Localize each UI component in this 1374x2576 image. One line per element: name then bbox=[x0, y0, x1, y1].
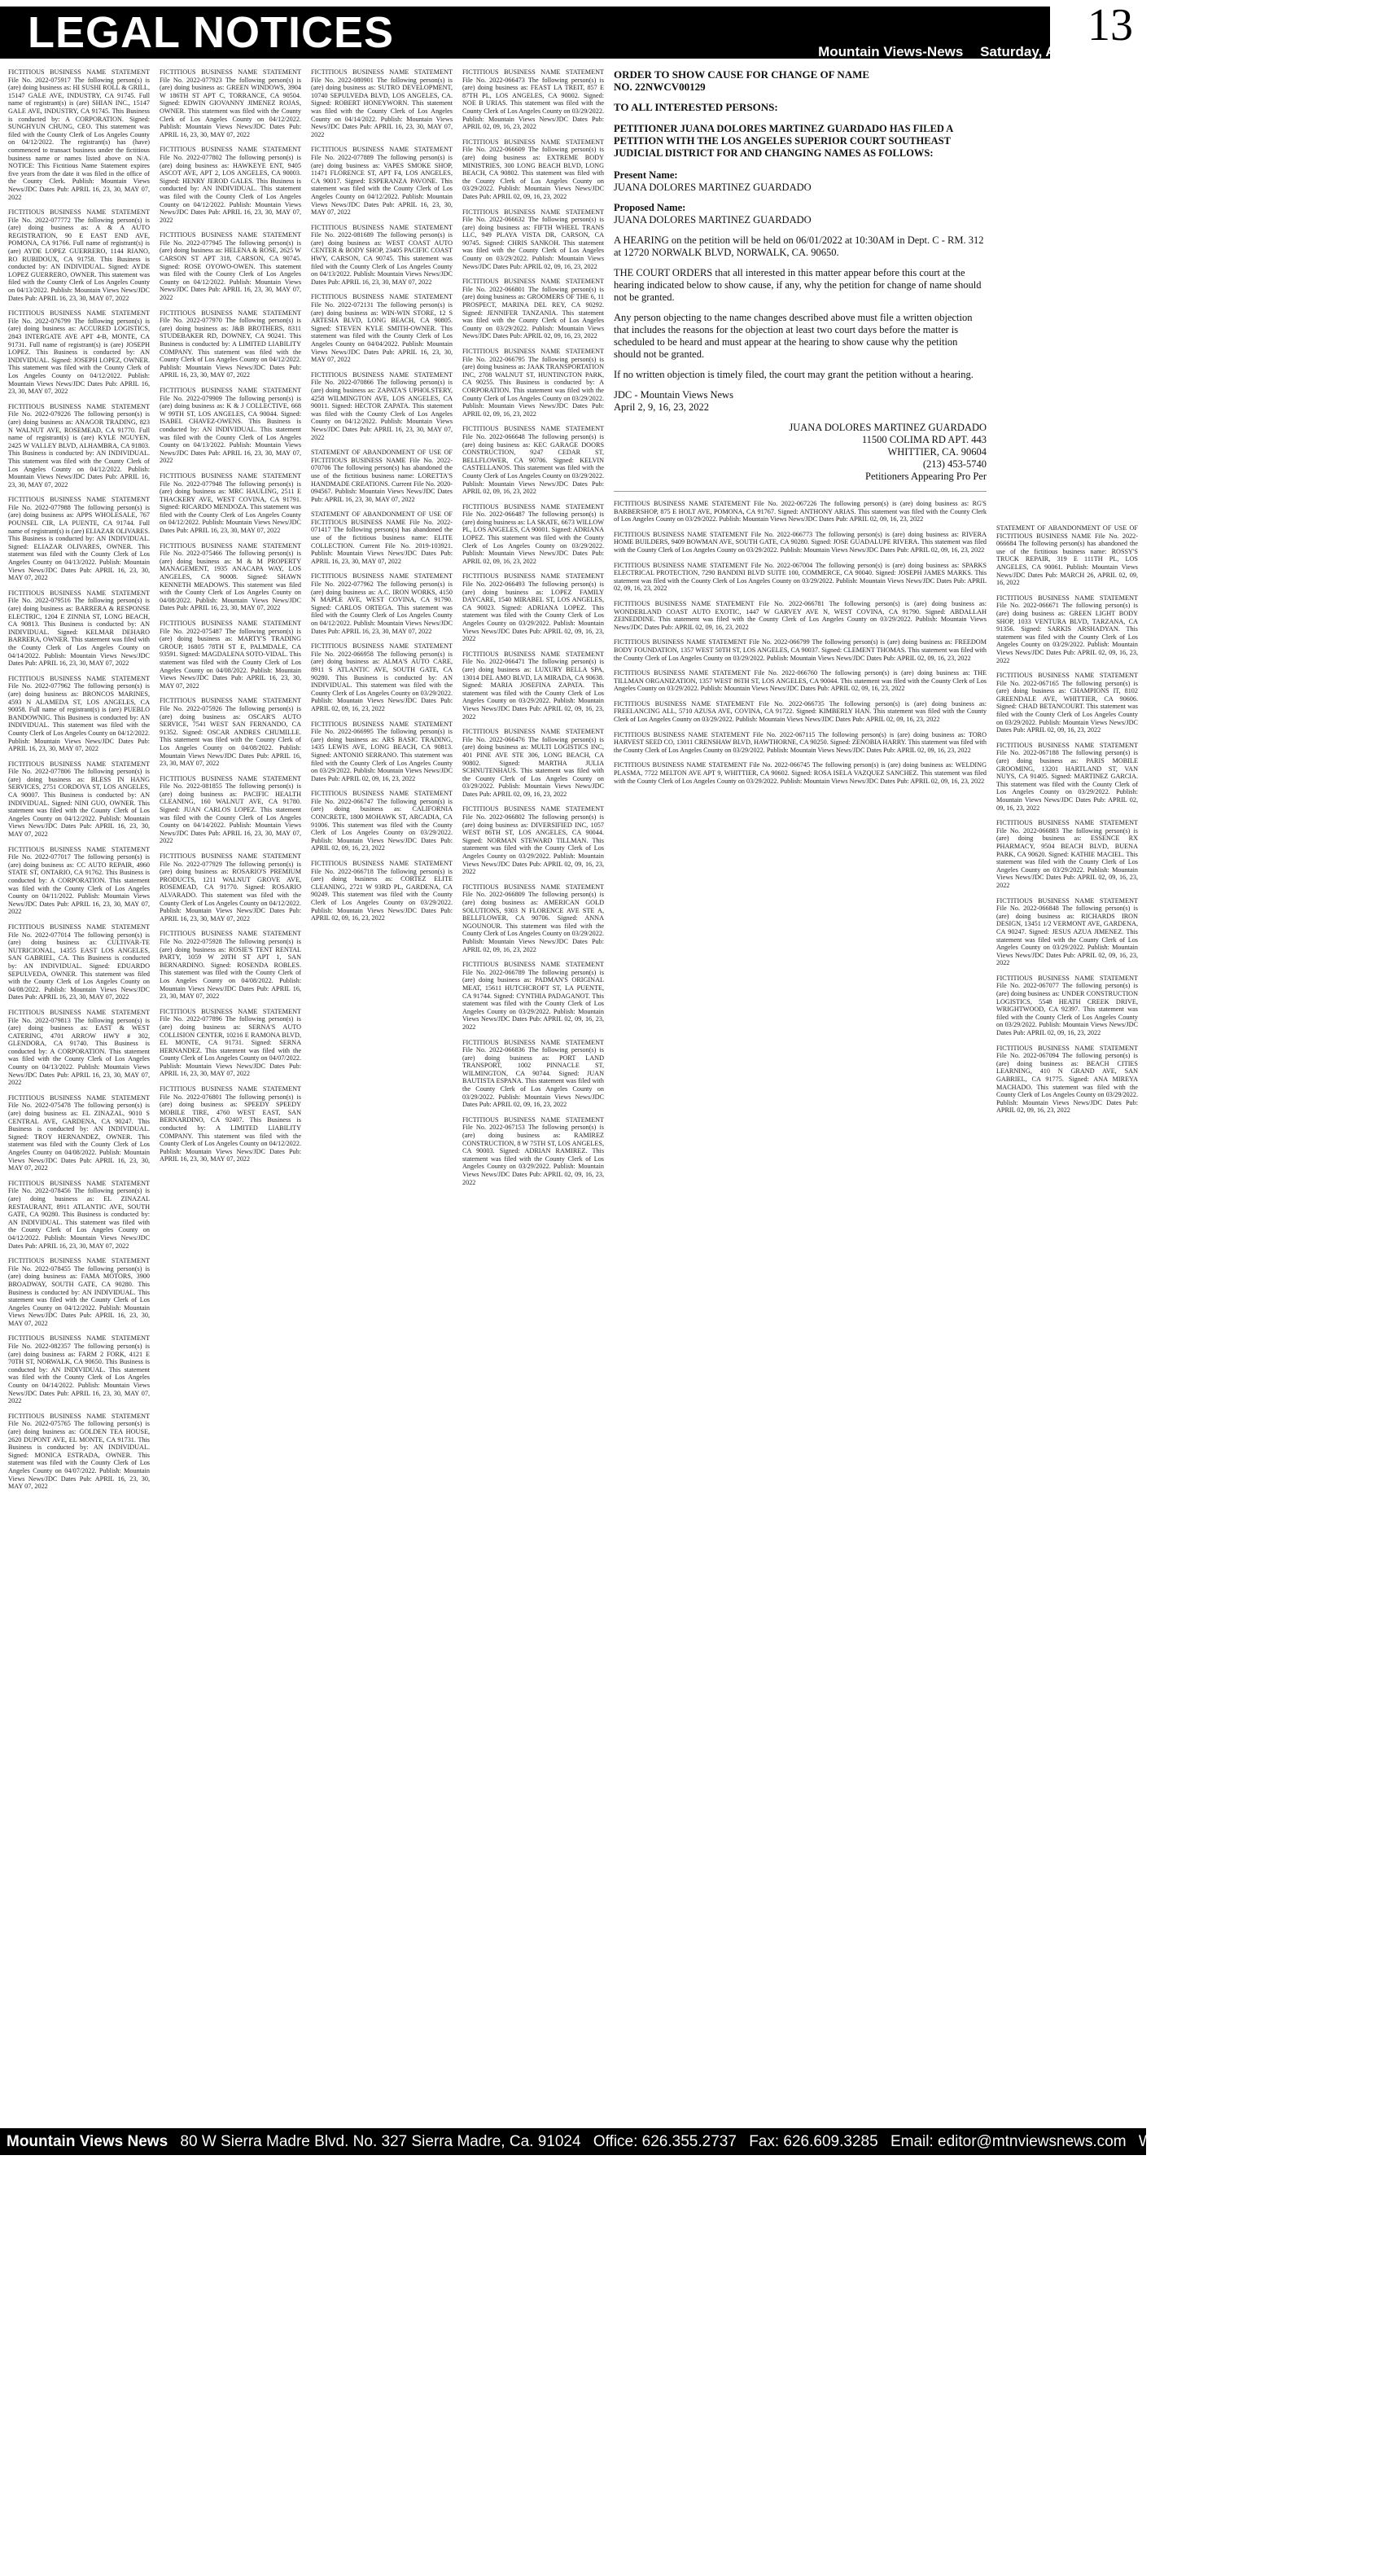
legal-notice: FICTITIOUS BUSINESS NAME STATEMENT File No. 2022-066809 The following person(s) is (are) doing business as: AMERICAN GOLD SOLUTIONS, 9303 N FLORENCE AVE STE A, BELLFLOWER, CA 90706. Signed: ANNA NGOUNOUR. This statement was filed with the County Clerk of Los Angeles County on 03/29/2022. Publish: Mountain Views News/JDC Dates Pub: APRIL 02, 09, 16, 23, 2022 bbox=[462, 883, 604, 953]
publication-dates: April 2, 9, 16, 23, 2022 bbox=[614, 401, 710, 413]
publication-name: Mountain Views-News bbox=[818, 44, 964, 59]
publication-source: JDC - Mountain Views News bbox=[614, 389, 733, 401]
petitioner-role: Petitioners Appearing Pro Per bbox=[865, 471, 987, 482]
petitioner-address-1: 11500 COLIMA RD APT. 443 bbox=[861, 434, 987, 445]
legal-notice: FICTITIOUS BUSINESS NAME STATEMENT File No. 2022-067188 The following person(s) is (are) doing business as: PARIS MOBILE GROOMING, 13201 HARTLAND ST, VAN NUYS, CA 91405. Signed: MARTINEZ GARCIA. This statement was filed with the County Clerk of Los Angeles County on 03/29/2022. Publish: Mountain Views News/JDC Dates Pub: APRIL 02, 09, 16, 23, 2022 bbox=[996, 741, 1138, 812]
hearing-text: A HEARING on the petition will be held on 06/01/2022 at 10:30AM in Dept. C - RM. 312 at 12720 NORWALK BLVD, NORWALK, CA. 90650. bbox=[614, 234, 984, 258]
present-name-label: Present Name: bbox=[614, 169, 678, 181]
footer-office: Office: 626.355.2737 bbox=[593, 2133, 737, 2150]
issue-date: Saturday, April 16, 2022 bbox=[980, 44, 1135, 59]
column-5-notices bbox=[614, 500, 987, 785]
column-6 bbox=[996, 68, 1138, 2576]
legal-notice: FICTITIOUS BUSINESS NAME STATEMENT File No. 2022-066718 The following person(s) is (are) doing business as: CORTEZ ELITE CLEANING, 2721 W 93RD PL, GARDENA, CA 90249. This statement was filed with the County Clerk of Los Angeles County on 03/29/2022. Publish: Mountain Views News/JDC Dates Pub: APRIL 02, 09, 16, 23, 2022 bbox=[311, 860, 453, 922]
petitioner-phone: (213) 453-5740 bbox=[922, 458, 987, 470]
legal-notice: FICTITIOUS BUSINESS NAME STATEMENT File No. 2022-078455 The following person(s) is (are) doing business as: FAMA MOTORS, 3900 BROADWAY, SOUTH GATE, CA 90280. This Business is conducted by: AN INDIVIDUAL. This statement was filed with the County Clerk of Los Angeles County on 04/12/2022. Publish: Mountain Views News/JDC Dates Pub: APRIL 16, 23, 30, MAY 07, 2022 bbox=[8, 1257, 150, 1327]
dateline bbox=[818, 44, 1135, 60]
column-1 bbox=[8, 68, 150, 2120]
legal-notice: FICTITIOUS BUSINESS NAME STATEMENT File No. 2022-066487 The following person(s) is (are) doing business as: LA SKATE, 6673 WILLOW PL, LOS ANGELES, CA 90001. Signed: ADRIANA LOPEZ. This statement was filed with the County Clerk of Los Angeles County on 03/29/2022. Publish: Mountain Views News/JDC Dates Pub: APRIL 02, 09, 16, 23, 2022 bbox=[462, 502, 604, 565]
legal-notice: FICTITIOUS BUSINESS NAME STATEMENT File No. 2022-066995 The following person(s) is (are) doing business as: ARS BASIC TRADING, 1435 LEWIS AVE, LONG BEACH, CA 90813. Signed: ANTONIO SERRANO. This statement was filed with the County Clerk of Los Angeles County on 03/29/2022. Publish: Mountain Views News/JDC Dates Pub: APRIL 02, 09, 16, 23, 2022 bbox=[311, 720, 453, 782]
order-petition: PETITIONER JUANA DOLORES MARTINEZ GUARDADO HAS FILED A PETITION WITH THE LOS ANGELES SUPERIOR COURT SOUTHEAST JUDICIAL DISTRICT FOR AND CHANGING NAMES AS FOLLOWS: bbox=[614, 123, 953, 159]
proposed-name: JUANA DOLORES MARTINEZ GUARDADO bbox=[614, 214, 812, 226]
legal-notice: FICTITIOUS BUSINESS NAME STATEMENT File No. 2022-066958 The following person(s) is (are) doing business as: ALMA'S AUTO CARE, 8911 S ATLANTIC AVE, SOUTH GATE, CA 90280. This Business is conducted by: AN INDIVIDUAL. This statement was filed with the County Clerk of Los Angeles County on 03/29/2022. Publish: Mountain Views News/JDC Dates Pub: APRIL 02, 09, 16, 23, 2022 bbox=[311, 642, 453, 712]
page-footer bbox=[0, 2128, 1374, 2155]
column-5 bbox=[614, 68, 987, 2120]
page-number: 13 bbox=[1087, 0, 1133, 50]
petitioner-name: JUANA DOLORES MARTINEZ GUARDADO bbox=[789, 422, 987, 433]
legal-notice: FICTITIOUS BUSINESS NAME STATEMENT File No. 2022-081855 The following person(s) is (are) doing business as: PACIFIC HEALTH CLEANING, 160 WALNUT AVE, CA 91780. Signed: JUAN CARLOS LOPEZ. This statement was filed with the County Clerk of Los Angeles County on 04/14/2022. Publish: Mountain Views News/JDC Dates Pub: APRIL 16, 23, 30, MAY 07, 2022 bbox=[160, 774, 301, 845]
legal-notice: STATEMENT OF ABANDONMENT OF USE OF FICTITIOUS BUSINESS NAME File No. 2022-070706 The following person(s) has abandoned the use of the fictitious business name: LORETTA'S HANDMADE CREATIONS. Current File No. 2020-094567. Publish: Mountain Views News/JDC Dates Pub: APRIL 16, 23, 30, MAY 07, 2022 bbox=[311, 449, 453, 503]
legal-notice: FICTITIOUS BUSINESS NAME STATEMENT File No. 2022-079226 The following person(s) is (are) doing business as: ANAGOR TRADING, 823 N WALNUT AVE, ROSEMEAD, CA 91770. Full name of registrant(s) is (are) KYLE NGUYEN, 2425 W VALLEY BLVD, ALHAMBRA, CA 91803. This Business is conducted by: AN INDIVIDUAL. This statement was filed with the County Clerk of Los Angeles County on 04/12/2022. Publish: Mountain Views News/JDC Dates Pub: APRIL 16, 23, 30, MAY 07, 2022 bbox=[8, 402, 150, 488]
legal-notice: FICTITIOUS BUSINESS NAME STATEMENT File No. 2022-066848 The following person(s) is (are) doing business as: RICHARDS IRON DESIGN, 13451 1/2 VERMONT AVE, GARDENA, CA 90247. Signed: JESUS AZUA JIMENEZ. This statement was filed with the County Clerk of Los Angeles County on 03/29/2022. Publish: Mountain Views News/JDC Dates Pub: APRIL 02, 09, 16, 23, 2022 bbox=[996, 896, 1138, 967]
petitioner-address-2: WHITTIER, CA. 90604 bbox=[887, 446, 987, 458]
legal-notice: FICTITIOUS BUSINESS NAME STATEMENT File No. 2022-067153 The following person(s) is (are) doing business as: RAMIREZ CONSTRUCTION, 8 W 75TH ST, LOS ANGELES, CA 90003. Signed: ADRIAN RAMIREZ. This statement was filed with the County Clerk of Los Angeles County on 03/29/2022. Publish: Mountain Views News/JDC Dates Pub: APRIL 02, 09, 16, 23, 2022 bbox=[462, 1115, 604, 1186]
legal-notice: FICTITIOUS BUSINESS NAME STATEMENT File No. 2022-066476 The following person(s) is (are) doing business as: MULTI LOGISTICS INC, 401 PINE AVE STE 306, LONG BEACH, CA 90802. Signed: MARTHA JULIA SCHNUTENHAUS. This statement was filed with the County Clerk of Los Angeles County on 03/29/2022. Publish: Mountain Views News/JDC Dates Pub: APRIL 02, 09, 16, 23, 2022 bbox=[462, 728, 604, 798]
legal-notice: FICTITIOUS BUSINESS NAME STATEMENT File No. 2022-079516 The following person(s) is (are) doing business as: BARRERA & RESPONSE ELECTRIC, 1204 E ZINNIA ST, LONG BEACH, CA 90813. This Business is conducted by: AN INDIVIDUAL. Signed: KELMAR DEHARO BARRERA, OWNER. This statement was filed with the County Clerk of Los Angeles County on 04/14/2022. Publish: Mountain Views News/JDC Dates Pub: APRIL 16, 23, 30, MAY 07, 2022 bbox=[8, 589, 150, 668]
legal-notice: FICTITIOUS BUSINESS NAME STATEMENT File No. 2022-066493 The following person(s) is (are) doing business as: LOPEZ FAMILY DAYCARE, 1540 MIRABEL ST, LOS ANGELES, CA 90023. Signed: ADRIANA LOPEZ. This statement was filed with the County Clerk of Los Angeles County on 03/29/2022. Publish: Mountain Views News/JDC Dates Pub: APRIL 02, 09, 16, 23, 2022 bbox=[462, 572, 604, 643]
proposed-name-label: Proposed Name: bbox=[614, 202, 686, 213]
legal-notice: FICTITIOUS BUSINESS NAME STATEMENT File No. 2022-075765 The following person(s) is (are) doing business as: GOLDEN TEA HOUSE, 2620 DUPONT AVE, EL MONTE, CA 91731. This Business is conducted by: AN INDIVIDUAL. Signed: MONICA ESTRADA, OWNER. This statement was filed with the County Clerk of Los Angeles County on 04/07/2022. Publish: Mountain Views News/JDC Dates Pub: APRIL 16, 23, 30, MAY 07, 2022 bbox=[8, 1412, 150, 1491]
legal-notice: FICTITIOUS BUSINESS NAME STATEMENT File No. 2022-077929 The following person(s) is (are) doing business as: ROSARIO'S PREMIUM PRODUCTS, 1211 WALNUT GROVE AVE, ROSEMEAD, CA 91770. Signed: ROSARIO ALVARADO. This statement was filed with the County Clerk of Los Angeles County on 04/12/2022. Publish: Mountain Views News/JDC Dates Pub: APRIL 16, 23, 30, MAY 07, 2022 bbox=[160, 852, 301, 922]
legal-notice: FICTITIOUS BUSINESS NAME STATEMENT File No. 2022-075917 The following person(s) is (are) doing business as: HI SUSHI ROLL & GRILL, 15147 GALE AVE, INDUSTRY, CA 91745. Full name of registrant(s) is (are) SHIAN INC., 15147 GALE AVE, INDUSTRY, CA 91745. This Business is conducted by: A CORPORATION. Signed: SUNGHYUN CHUNG, CEO. This statement was filed with the County Clerk of Los Angeles County on 04/12/2022. The registrant(s) has (have) commenced to transact business under the fictitious business name or names listed above on N/A. NOTICE: This Fictitious Name Statement expires five years from the date it was filed in the office of the County Clerk. Publish: Mountain Views News/JDC Dates Pub: APRIL 16, 23, 30, MAY 07, 2022 bbox=[8, 68, 150, 201]
order-title: ORDER TO SHOW CAUSE FOR CHANGE OF NAME bbox=[614, 68, 870, 81]
order-case-number: NO. 22NWCV00129 bbox=[614, 81, 706, 93]
footer-email: Email: editor@mtnviewsnews.com bbox=[890, 2133, 1127, 2150]
legal-notice: FICTITIOUS BUSINESS NAME STATEMENT File No. 2022-066836 The following person(s) is (are) doing business as: PORT LAND TRANSPORT, 1002 PINNACLE ST, WILMINGTON, CA 90744. Signed: JUAN BAUTISTA ESPANA. This statement was filed with the County Clerk of Los Angeles County on 03/29/2022. Publish: Mountain Views News/JDC Dates Pub: APRIL 02, 09, 16, 23, 2022 bbox=[462, 1038, 604, 1109]
legal-notice: FICTITIOUS BUSINESS NAME STATEMENT File No. 2022-066735 The following person(s) is (are) doing business as: FREELANCING ALL, 5710 AZUSA AVE, COVINA, CA 91722. Signed: KIMBERLY HAN. This statement was filed with the County Clerk of Los Angeles County on 03/29/2022. Publish: Mountain Views News/JDC Dates Pub: APRIL 02, 09, 16, 23, 2022 bbox=[614, 699, 987, 724]
legal-notice: FICTITIOUS BUSINESS NAME STATEMENT File No. 2022-077962 The following person(s) is (are) doing business as: BRONCOS MARINES, 4593 N ALAMEDA ST, LOS ANGELES, CA 90058. Full name of registrant(s) is (are) PUEBLO BANDOWNIG. This Business is conducted by: AN INDIVIDUAL. This statement was filed with the County Clerk of Los Angeles County on 04/12/2022. Publish: Mountain Views News/JDC Dates Pub: APRIL 16, 23, 30, MAY 07, 2022 bbox=[8, 674, 150, 753]
legal-notice: FICTITIOUS BUSINESS NAME STATEMENT File No. 2022-066745 The following person(s) is (are) doing business as: WELDING PLASMA, 7722 MELTON AVE APT 9, WHITTIER, CA 90602. Signed: ROSA ISELA VAZQUEZ SANCHEZ. This statement was filed with the County Clerk of Los Angeles County on 03/29/2022. Publish: Mountain Views News/JDC Dates Pub: APRIL 02, 09, 16, 23, 2022 bbox=[614, 761, 987, 785]
legal-notice: FICTITIOUS BUSINESS NAME STATEMENT File No. 2022-075466 The following person(s) is (are) doing business as: M & M PROPERTY MANAGEMENT, 1935 ANACAPA WAY, LOS ANGELES, CA 90008. Signed: SHAWN KENNETH MEADOWS. This statement was filed with the County Clerk of Los Angeles County on 04/08/2022. Publish: Mountain Views News/JDC Dates Pub: APRIL 16, 23, 30, MAY 07, 2022 bbox=[160, 541, 301, 612]
legal-notice: FICTITIOUS BUSINESS NAME STATEMENT File No. 2022-067004 The following person(s) is (are) doing business as: SPARKS ELECTRICAL PROTECTION, 7290 BANDINI BLVD SUITE 100, COMMERCE, CA 90040. Signed: JOSEPH JAMES MARKS. This statement was filed with the County Clerk of Los Angeles County on 03/29/2022. Publish: Mountain Views News/JDC Dates Pub: APRIL 02, 09, 16, 23, 2022 bbox=[614, 561, 987, 593]
petitioner-signature bbox=[614, 422, 987, 483]
proposed-name-block bbox=[614, 202, 987, 226]
legal-notice: FICTITIOUS BUSINESS NAME STATEMENT File No. 2022-066883 The following person(s) is (are) doing business as: ESSENCE RX PHARMACY, 9504 BEACH BLVD, BUENA PARK, CA 90620. Signed: KATHIE MACIEL. This statement was filed with the County Clerk of Los Angeles County on 03/29/2022. Publish: Mountain Views News/JDC Dates Pub: APRIL 02, 09, 16, 23, 2022 bbox=[996, 819, 1138, 889]
legal-notice: FICTITIOUS BUSINESS NAME STATEMENT File No. 2022-075928 The following person(s) is (are) doing business as: ROSIE'S TENT RENTAL PARTY, 1059 W 20TH ST APT 1, SAN BERNARDINO. Signed: ROSENDA ROBLES. This statement was filed with the County Clerk of Los Angeles County on 04/08/2022. Publish: Mountain Views News/JDC Dates Pub: APRIL 16, 23, 30, MAY 07, 2022 bbox=[160, 930, 301, 1001]
section-title: LEGAL NOTICES bbox=[28, 8, 395, 57]
legal-notice: FICTITIOUS BUSINESS NAME STATEMENT File No. 2022-066473 The following person(s) is (are) doing business as: FEAST LA TREIT, 857 E 87TH PL, LOS ANGELES, CA 90002. Signed: NOE B URIAS. This statement was filed with the County Clerk of Los Angeles County on 03/29/2022. Publish: Mountain Views News/JDC Dates Pub: APRIL 02, 09, 16, 23, 2022 bbox=[462, 68, 604, 131]
column-3 bbox=[311, 68, 453, 2120]
legal-notice: FICTITIOUS BUSINESS NAME STATEMENT File No. 2022-067115 The following person(s) is (are) doing business as: TORO HARVEST SEED CO, 13011 CRENSHAW BLVD, HAWTHORNE, CA 90250. Signed: ZENOBIA HARRY. This statement was filed with the County Clerk of Los Angeles County on 03/29/2022. Publish: Mountain Views News/JDC Dates Pub: APRIL 02, 09, 16, 23, 2022 bbox=[614, 730, 987, 754]
legal-notice: FICTITIOUS BUSINESS NAME STATEMENT File No. 2022-066671 The following person(s) is (are) doing business as: GREEN LIGHT BODY SHOP, 1033 VENTURA BLVD, TARZANA, CA 91356. Signed: SARKIS ARSHADYAN. This statement was filed with the County Clerk of Los Angeles County on 03/29/2022. Publish: Mountain Views News/JDC Dates Pub: APRIL 02, 09, 16, 23, 2022 bbox=[996, 594, 1138, 664]
legal-notice: FICTITIOUS BUSINESS NAME STATEMENT File No. 2022-077017 The following person(s) is (are) doing business as: CC AUTO REPAIR, 4960 STATE ST, ONTARIO, CA 91762. This Business is conducted by: A CORPORATION. This statement was filed with the County Clerk of Los Angeles County on 04/11/2022. Publish: Mountain Views News/JDC Dates Pub: APRIL 16, 23, 30, MAY 07, 2022 bbox=[8, 845, 150, 916]
legal-notice: FICTITIOUS BUSINESS NAME STATEMENT File No. 2022-077772 The following person(s) is (are) doing business as: A & A AUTO REGISTRATION, 90 E EAST END AVE, POMONA, CA 91766. Full name of registrant(s) is (are) AYDE LOPEZ GUERRERO, 1144 RIANO, RO RUBIDOUX, CA 91758. This Business is conducted by: AN INDIVIDUAL. Signed: AYDE LOPEZ GUERRERO, OWNER. This statement was filed with the County Clerk of Los Angeles County on 04/13/2022. Publish: Mountain Views News/JDC Dates Pub: APRIL 16, 23, 30, MAY 07, 2022 bbox=[8, 208, 150, 302]
legal-notice: FICTITIOUS BUSINESS NAME STATEMENT File No. 2022-076799 The following person(s) is (are) doing business as: ACCURED LOGISTICS, 2843 INTERGATE AVE APT 4-B, MONTE, CA 91731. Full name of registrant(s) is (are) JOSEPH LOPEZ. This Business is conducted by: AN INDIVIDUAL. Signed: JOSEPH LOPEZ, OWNER. This statement was filed with the County Clerk of Los Angeles County on 04/12/2022. Publish: Mountain Views News/JDC Dates Pub: APRIL 16, 23, 30, MAY 07, 2022 bbox=[8, 309, 150, 396]
present-name: JUANA DOLORES MARTINEZ GUARDADO bbox=[614, 182, 812, 193]
legal-notice: FICTITIOUS BUSINESS NAME STATEMENT File No. 2022-077988 The following person(s) is (are) doing business as: APPS WHOLESALE, 767 POUNSEL CIR, LA PUENTE, CA 91744. Full name of registrant(s) is (are) ELIAZAR OLIVARES. This Business is conducted by: AN INDIVIDUAL. Signed: ELIAZAR OLIVARES, OWNER. This statement was filed with the County Clerk of Los Angeles County on 04/13/2022. Publish: Mountain Views News/JDC Dates Pub: APRIL 16, 23, 30, MAY 07, 2022 bbox=[8, 496, 150, 582]
legal-notice: STATEMENT OF ABANDONMENT OF USE OF FICTITIOUS BUSINESS NAME File No. 2022-071417 The following person(s) has abandoned the use of the fictitious business name: ELITE COLLECTION. Current File No. 2019-103921. Publish: Mountain Views News/JDC Dates Pub: APRIL 16, 23, 30, MAY 07, 2022 bbox=[311, 510, 453, 565]
footer-address: 80 W Sierra Madre Blvd. No. 327 Sierra Madre, Ca. 91024 bbox=[180, 2133, 581, 2150]
legal-notice: FICTITIOUS BUSINESS NAME STATEMENT File No. 2022-077945 The following person(s) is (are) doing business as: HELENA & ROSE, 2625 W CARSON ST APT 318, CARSON, CA 90745. Signed: ROSE OYOWO-OWEN. This statement was filed with the County Clerk of Los Angeles County on 04/12/2022. Publish: Mountain Views News/JDC Dates Pub: APRIL 16, 23, 30, MAY 07, 2022 bbox=[160, 231, 301, 302]
legal-notice: FICTITIOUS BUSINESS NAME STATEMENT File No. 2022-075926 The following person(s) is (are) doing business as: OSCAR'S AUTO SERVICE, 7541 WEST SAN FERNANDO, CA 91352. Signed: OSCAR ANDRES CHUMILLE. This statement was filed with the County Clerk of Los Angeles County on 04/08/2022. Publish: Mountain Views News/JDC Dates Pub: APRIL 16, 23, 30, MAY 07, 2022 bbox=[160, 697, 301, 768]
column-4 bbox=[462, 68, 604, 2120]
legal-notice: FICTITIOUS BUSINESS NAME STATEMENT File No. 2022-066781 The following person(s) is (are) doing business as: WONDERLAND COAST AUTO EXOTIC, 1447 W GARVEY AVE N, WEST COVINA, CA 91790. Signed: ABDALLAH ZEINEDDINE. This statement was filed with the County Clerk of Los Angeles County on 03/29/2022. Publish: Mountain Views News/JDC Dates Pub: APRIL 02, 09, 16, 23, 2022 bbox=[614, 599, 987, 631]
no-objection-text: If no written objection is timely filed, the court may grant the petition without a hearing. bbox=[614, 369, 974, 380]
footer-brand: Mountain Views News bbox=[7, 2133, 168, 2150]
legal-notice: FICTITIOUS BUSINESS NAME STATEMENT File No. 2022-066760 The following person(s) is (are) doing business as: THE TILLMAN ORGANIZATION, 1357 WEST 86TH ST, LOS ANGELES, CA 90044. This statement was filed with the County Clerk of Los Angeles County on 03/29/2022. Publish: Mountain Views News/JDC Dates Pub: APRIL 02, 09, 16, 23, 2022 bbox=[614, 669, 987, 693]
legal-notice: FICTITIOUS BUSINESS NAME STATEMENT File No. 2022-066795 The following person(s) is (are) doing business as: JAAK TRANSPORTATION INC, 2708 WALNUT ST, HUNTINGTON PARK, CA 90255. This Business is conducted by: A CORPORATION. This statement was filed with the County Clerk of Los Angeles County on 03/29/2022. Publish: Mountain Views News/JDC Dates Pub: APRIL 02, 09, 16, 23, 2022 bbox=[462, 348, 604, 418]
legal-notice: FICTITIOUS BUSINESS NAME STATEMENT File No. 2022-077802 The following person(s) is (are) doing business as: HAWKEYE ENT, 9405 ASCOT AVE, APT 2, LOS ANGELES, CA 90003. Signed: HENRY JEROD GALES. This Business is conducted by: AN INDIVIDUAL. This statement was filed with the County Clerk of Los Angeles County on 04/12/2022. Publish: Mountain Views News/JDC Dates Pub: APRIL 16, 23, 30, MAY 07, 2022 bbox=[160, 146, 301, 224]
column-2 bbox=[160, 68, 301, 2120]
footer-website: Website: www.mtnviewsnews.com bbox=[1138, 2133, 1374, 2150]
legal-notice: FICTITIOUS BUSINESS NAME STATEMENT File No. 2022-066609 The following person(s) is (are) doing business as: EXTREME BODY MINISTRIES, 300 LONG BEACH BLVD, LONG BEACH, CA 90802. This statement was filed with the County Clerk of Los Angeles County on 03/29/2022. Publish: Mountain Views News/JDC Dates Pub: APRIL 02, 09, 16, 23, 2022 bbox=[462, 138, 604, 200]
masthead bbox=[0, 0, 1146, 64]
legal-notice: FICTITIOUS BUSINESS NAME STATEMENT File No. 2022-066799 The following person(s) is (are) doing business as: FREEDOM BODY FOUNDATION, 1357 WEST 50TH ST, LOS ANGELES, CA 90037. Signed: CLEMENT THOMAS. This statement was filed with the County Clerk of Los Angeles County on 03/29/2022. Publish: Mountain Views News/JDC Dates Pub: APRIL 02, 09, 16, 23, 2022 bbox=[614, 638, 987, 662]
legal-notice: FICTITIOUS BUSINESS NAME STATEMENT File No. 2022-077948 The following person(s) is (are) doing business as: MRC HAULING, 2511 E THACKERY AVE, WEST COVINA, CA 91791. Signed: RICARDO MENDOZA. This statement was filed with the County Clerk of Los Angeles County on 04/12/2022. Publish: Mountain Views News/JDC Dates Pub: APRIL 16, 23, 30, MAY 07, 2022 bbox=[160, 471, 301, 535]
legal-notice: FICTITIOUS BUSINESS NAME STATEMENT File No. 2022-077896 The following person(s) is (are) doing business as: SERNA'S AUTO COLLISION CENTER, 10216 E RAMONA BLVD, EL MONTE, CA 91731. Signed: SERNA HERNANDEZ. This statement was filed with the County Clerk of Los Angeles County on 04/07/2022. Publish: Mountain Views News/JDC Dates Pub: APRIL 16, 23, 30, MAY 07, 2022 bbox=[160, 1007, 301, 1078]
legal-notice: FICTITIOUS BUSINESS NAME STATEMENT File No. 2022-070866 The following person(s) is (are) doing business as: ZAPATA'S UPHOLSTERY, 4258 WILMINGTON AVE, LOS ANGELES, CA 90011. Signed: HECTOR ZAPATA. This statement was filed with the County Clerk of Los Angeles County on 04/12/2022. Publish: Mountain Views News/JDC Dates Pub: APRIL 16, 23, 30, MAY 07, 2022 bbox=[311, 370, 453, 441]
legal-notice: FICTITIOUS BUSINESS NAME STATEMENT File No. 2022-066747 The following person(s) is (are) doing business as: CALIFORNIA CONCRETE, 1800 MOHAWK ST, ARCADIA, CA 91006. This statement was filed with the County Clerk of Los Angeles County on 03/29/2022. Publish: Mountain Views News/JDC Dates Pub: APRIL 02, 09, 16, 23, 2022 bbox=[311, 790, 453, 852]
legal-notice: FICTITIOUS BUSINESS NAME STATEMENT File No. 2022-067094 The following person(s) is (are) doing business as: BEACH CITIES LEARNING, 410 N GRAND AVE, SAN GABRIEL, CA 91775. Signed: ANA MIREYA MACHADO. This statement was filed with the County Clerk of Los Angeles County on 03/29/2022. Publish: Mountain Views News/JDC Dates Pub: APRIL 02, 09, 16, 23, 2022 bbox=[996, 1044, 1138, 1115]
legal-notice: FICTITIOUS BUSINESS NAME STATEMENT File No. 2022-077923 The following person(s) is (are) doing business as: GREEN WINDOWS, 3904 W 186TH ST APT C, TORRANCE, CA 90504. Signed: EDWIN GIOVANNY JIMENEZ ROJAS, OWNER. This statement was filed with the County Clerk of Los Angeles County on 04/12/2022. Publish: Mountain Views News/JDC Dates Pub: APRIL 16, 23, 30, MAY 07, 2022 bbox=[160, 68, 301, 138]
legal-notice: FICTITIOUS BUSINESS NAME STATEMENT File No. 2022-067165 The following person(s) is (are) doing business as: CHAMPIONS IT, 8102 GREENDALE AVE, WHITTIER, CA 90606. Signed: CHAD BETANCOURT. This statement was filed with the County Clerk of Los Angeles County on 03/29/2022. Publish: Mountain Views News/JDC Dates Pub: APRIL 02, 09, 16, 23, 2022 bbox=[996, 672, 1138, 734]
legal-notice: FICTITIOUS BUSINESS NAME STATEMENT File No. 2022-077970 The following person(s) is (are) doing business as: J&B BROTHERS, 8311 STUDEBAKER RD, DOWNEY, CA 90241. This Business is conducted by: A LIMITED LIABILITY COMPANY. This statement was filed with the County Clerk of Los Angeles County on 04/12/2022. Publish: Mountain Views News/JDC Dates Pub: APRIL 16, 23, 30, MAY 07, 2022 bbox=[160, 309, 301, 379]
legal-notice: FICTITIOUS BUSINESS NAME STATEMENT File No. 2022-081689 The following person(s) is (are) doing business as: WEST COAST AUTO CENTER & BODY SHOP, 23405 PACIFIC COAST HWY, CARSON, CA 90745. This statement was filed with the County Clerk of Los Angeles County on 04/13/2022. Publish: Mountain Views News/JDC Dates Pub: APRIL 16, 23, 30, MAY 07, 2022 bbox=[311, 223, 453, 286]
present-name-block bbox=[614, 169, 987, 194]
footer-fax: Fax: 626.609.3285 bbox=[749, 2133, 878, 2150]
legal-notice: FICTITIOUS BUSINESS NAME STATEMENT File No. 2022-072131 The following person(s) is (are) doing business as: WIN-WIN STORE, 12 S ARTESIA BLVD, LONG BEACH, CA 90805. Signed: STEVEN KYLE SMITH-OWNER. This statement was filed with the County Clerk of Los Angeles County on 04/04/2022. Publish: Mountain Views News/JDC Dates Pub: APRIL 16, 23, 30, MAY 07, 2022 bbox=[311, 293, 453, 364]
legal-notice: FICTITIOUS BUSINESS NAME STATEMENT File No. 2022-075478 The following person(s) is (are) doing business as: EL ZINAZAL, 9010 S CENTRAL AVE, GARDENA, CA 90247. This Business is conducted by: AN INDIVIDUAL. Signed: TROY HERNANDEZ, OWNER. This statement was filed with the County Clerk of Los Angeles County on 04/08/2022. Publish: Mountain Views News/JDC Dates Pub: APRIL 16, 23, 30, MAY 07, 2022 bbox=[8, 1093, 150, 1172]
legal-notice: FICTITIOUS BUSINESS NAME STATEMENT File No. 2022-066802 The following person(s) is (are) doing business as: DIVERSIFIED INC, 1057 WEST 86TH ST, LOS ANGELES, CA 90044. Signed: NORMAN STEWARD TILLMAN. This statement was filed with the County Clerk of Los Angeles County on 03/29/2022. Publish: Mountain Views News/JDC Dates Pub: APRIL 02, 09, 16, 23, 2022 bbox=[462, 805, 604, 876]
legal-notice: FICTITIOUS BUSINESS NAME STATEMENT File No. 2022-066789 The following person(s) is (are) doing business as: PADMAN'S ORIGINAL MEAT, 15611 HUTCHCROFT ST, LA PUENTE, CA 91744. Signed: CYNTHIA PADAGANOT. This statement was filed with the County Clerk of Los Angeles County on 03/29/2022. Publish: Mountain Views News/JDC Dates Pub: APRIL 02, 09, 16, 23, 2022 bbox=[462, 961, 604, 1031]
legal-notice: STATEMENT OF ABANDONMENT OF USE OF FICTITIOUS BUSINESS NAME File No. 2022-066684 The following person(s) has abandoned the use of the fictitious business name: ROSSY'S TRUCK REPAIR, 319 E 111TH PL, LOS ANGELES, CA 90061. Publish: Mountain Views News/JDC Dates Pub: MARCH 26, APRIL 02, 09, 16, 2022 bbox=[996, 524, 1138, 587]
legal-notice: FICTITIOUS BUSINESS NAME STATEMENT File No. 2022-066773 The following person(s) is (are) doing business as: RIVERA HOME BUILDERS, 9409 BOWMAN AVE, SOUTH GATE, CA 90280. Signed: JOSE GUADALUPE RIVERA. This statement was filed with the County Clerk of Los Angeles County on 03/29/2022. Publish: Mountain Views News/JDC Dates Pub: APRIL 02, 09, 16, 23, 2022 bbox=[614, 530, 987, 554]
legal-notices-columns bbox=[8, 68, 1138, 2120]
legal-notice: FICTITIOUS BUSINESS NAME STATEMENT File No. 2022-078456 The following person(s) is (are) doing business as: EL ZINAZAL RESTAURANT, 8911 ATLANTIC AVE, SOUTH GATE, CA 90280. This Business is conducted by: AN INDIVIDUAL. This statement was filed with the County Clerk of Los Angeles County on 04/12/2022. Publish: Mountain Views News/JDC Dates Pub: APRIL 16, 23, 30, MAY 07, 2022 bbox=[8, 1179, 150, 1250]
legal-notice: FICTITIOUS BUSINESS NAME STATEMENT File No. 2022-079813 The following person(s) is (are) doing business as: EAST & WEST CATERING, 4701 ARROW HWY # 302, GLENDORA, CA 91740. This Business is conducted by: A CORPORATION. This statement was filed with the County Clerk of Los Angeles County on 04/13/2022. Publish: Mountain Views News/JDC Dates Pub: APRIL 16, 23, 30, MAY 07, 2022 bbox=[8, 1008, 150, 1087]
legal-notice: FICTITIOUS BUSINESS NAME STATEMENT File No. 2022-067077 The following person(s) is (are) doing business as: UNDER CONSTRUCTION LOGISTICS, 5548 HEATH CREEK DRIVE, WRIGHTWOOD, CA 92397. This statement was filed with the County Clerk of Los Angeles County on 03/29/2022. Publish: Mountain Views News/JDC Dates Pub: APRIL 02, 09, 16, 23, 2022 bbox=[996, 974, 1138, 1037]
legal-notice: FICTITIOUS BUSINESS NAME STATEMENT File No. 2022-067226 The following person(s) is (are) doing business as: RG'S BARBERSHOP, 875 E HOLT AVE, POMONA, CA 91767. Signed: ANTHONY ARIAS. This statement was filed with the County Clerk of Los Angeles County on 03/29/2022. Publish: Mountain Views News/JDC Dates Pub: APRIL 02, 09, 16, 23, 2022 bbox=[614, 500, 987, 524]
legal-notice: FICTITIOUS BUSINESS NAME STATEMENT File No. 2022-077962 The following person(s) is (are) doing business as: A.C. IRON WORKS, 4150 N MAPLE AVE, WEST COVINA, CA 91790. Signed: CARLOS ORTEGA. This statement was filed with the County Clerk of Los Angeles County on 04/12/2022. Publish: Mountain Views News/JDC Dates Pub: APRIL 16, 23, 30, MAY 07, 2022 bbox=[311, 572, 453, 635]
legal-notice: FICTITIOUS BUSINESS NAME STATEMENT File No. 2022-075487 The following person(s) is (are) doing business as: MARTY'S TRADING GROUP, 16805 78TH ST E, PALMDALE, CA 93591. Signed: MAGDALENA SOTO-VIDAL. This statement was filed with the County Clerk of Los Angeles County on 04/08/2022. Publish: Mountain Views News/JDC Dates Pub: APRIL 16, 23, 30, MAY 07, 2022 bbox=[160, 620, 301, 690]
legal-notice: FICTITIOUS BUSINESS NAME STATEMENT File No. 2022-082357 The following person(s) is (are) doing business as: FARM 2 FORK, 4121 E 70TH ST, NORWALK, CA 90650. This Business is conducted by: AN INDIVIDUAL. This statement was filed with the County Clerk of Los Angeles County on 04/14/2022. Publish: Mountain Views News/JDC Dates Pub: APRIL 16, 23, 30, MAY 07, 2022 bbox=[8, 1334, 150, 1405]
legal-notice: FICTITIOUS BUSINESS NAME STATEMENT File No. 2022-076801 The following person(s) is (are) doing business as: SPEEDY SPEEDY MOBILE TIRE, 4760 WEST EAST, SAN BERNARDINO, CA 92407. This Business is conducted by: A LIMITED LIABILITY COMPANY. This statement was filed with the County Clerk of Los Angeles County on 04/12/2022. Publish: Mountain Views News/JDC Dates Pub: APRIL 16, 23, 30, MAY 07, 2022 bbox=[160, 1085, 301, 1163]
legal-notice: FICTITIOUS BUSINESS NAME STATEMENT File No. 2022-080901 The following person(s) is (are) doing business as: SUTRO DEVELOPMENT, 10740 SEPULVEDA BLVD, LOS ANGELES, CA. Signed: ROBERT HONEYWORN. This statement was filed with the County Clerk of Los Angeles County on 04/14/2022. Publish: Mountain Views News/JDC Dates Pub: APRIL 16, 23, 30, MAY 07, 2022 bbox=[311, 68, 453, 138]
legal-notice: FICTITIOUS BUSINESS NAME STATEMENT File No. 2022-066632 The following person(s) is (are) doing business as: FIFTH WHEEL TRANS LLC, 949 PLAYA VISTA DR, CARSON, CA 90745. Signed: CHRIS SANKOH. This statement was filed with the County Clerk of Los Angeles County on 03/29/2022. Publish: Mountain Views News/JDC Dates Pub: APRIL 02, 09, 16, 23, 2022 bbox=[462, 208, 604, 270]
court-orders-text: THE COURT ORDERS that all interested in this matter appear before this court at the hearing indicated below to show cause, if any, why the petition for change of name should not be granted. bbox=[614, 267, 982, 303]
publication-info bbox=[614, 389, 987, 414]
objection-text: Any person objecting to the name changes described above must file a written objection that includes the reasons for the objection at least two court days before the matter is scheduled to be heard and must appear at the hearing to show cause why the petition should not be granted. bbox=[614, 312, 973, 360]
legal-notice: FICTITIOUS BUSINESS NAME STATEMENT File No. 2022-077889 The following person(s) is (are) doing business as: VAPES SMOKE SHOP, 11471 FLORENCE ST, APT F4, LOS ANGELES, CA 90017. Signed: ESPERANZA PAVONE. This statement was filed with the County Clerk of Los Angeles County on 04/12/2022. Publish: Mountain Views News/JDC Dates Pub: APRIL 16, 23, 30, MAY 07, 2022 bbox=[311, 146, 453, 217]
legal-notice: FICTITIOUS BUSINESS NAME STATEMENT File No. 2022-077014 The following person(s) is (are) doing business as: CULTIVAR-TE NUTRICIONAL, 14355 EAST LOS ANGELES, SAN GABRIEL, CA. This Business is conducted by: AN INDIVIDUAL. Signed: EDUARDO SEPULVEDA, OWNER. This statement was filed with the County Clerk of Los Angeles County on 04/08/2022. Publish: Mountain Views News/JDC Dates Pub: APRIL 16, 23, 30, MAY 07, 2022 bbox=[8, 922, 150, 1001]
order-to-show-cause bbox=[614, 68, 987, 492]
legal-notice: FICTITIOUS BUSINESS NAME STATEMENT File No. 2022-077806 The following person(s) is (are) doing business as: BLESS IN HANG SERVICES, 2751 CORDOVA ST, LOS ANGELES, CA 90007. This Business is conducted by: AN INDIVIDUAL. Signed: NINI GUO, OWNER. This statement was filed with the County Clerk of Los Angeles County on 04/12/2022. Publish: Mountain Views News/JDC Dates Pub: APRIL 16, 23, 30, MAY 07, 2022 bbox=[8, 760, 150, 839]
legal-notice: FICTITIOUS BUSINESS NAME STATEMENT File No. 2022-066471 The following person(s) is (are) doing business as: LUXURY BELLA SPA, 13014 DEL AMO BLVD, LA MIRADA, CA 90638. Signed: MARIA JOSEFINA ZAPATA. This statement was filed with the County Clerk of Los Angeles County on 03/29/2022. Publish: Mountain Views News/JDC Dates Pub: APRIL 02, 09, 16, 23, 2022 bbox=[462, 650, 604, 721]
legal-notice: FICTITIOUS BUSINESS NAME STATEMENT File No. 2022-066801 The following person(s) is (are) doing business as: GROOMERS OF THE 6, 11 PROSPECT, MARINA DEL REY, CA 90292. Signed: JENNIFER TANZANIA. This statement was filed with the County Clerk of Los Angeles County on 03/29/2022. Publish: Mountain Views News/JDC Dates Pub: APRIL 02, 09, 16, 23, 2022 bbox=[462, 278, 604, 340]
legal-notice: FICTITIOUS BUSINESS NAME STATEMENT File No. 2022-066648 The following person(s) is (are) doing business as: KEC GARAGE DOORS CONSTRUCTION, 9247 CEDAR ST, BELLFLOWER, CA 90706. Signed: KELVIN CASTELLANOS. This statement was filed with the County Clerk of Los Angeles County on 03/29/2022. Publish: Mountain Views News/JDC Dates Pub: APRIL 02, 09, 16, 23, 2022 bbox=[462, 425, 604, 496]
order-addressee: TO ALL INTERESTED PERSONS: bbox=[614, 101, 778, 113]
legal-notice: FICTITIOUS BUSINESS NAME STATEMENT File No. 2022-079909 The following person(s) is (are) doing business as: K & J COLLECTIVE, 668 W 99TH ST, LOS ANGELES, CA 90044. Signed: ISABEL CHAVEZ-OWENS. This Business is conducted by: AN INDIVIDUAL. This statement was filed with the County Clerk of Los Angeles County on 04/13/2022. Publish: Mountain Views News/JDC Dates Pub: APRIL 16, 23, 30, MAY 07, 2022 bbox=[160, 386, 301, 465]
